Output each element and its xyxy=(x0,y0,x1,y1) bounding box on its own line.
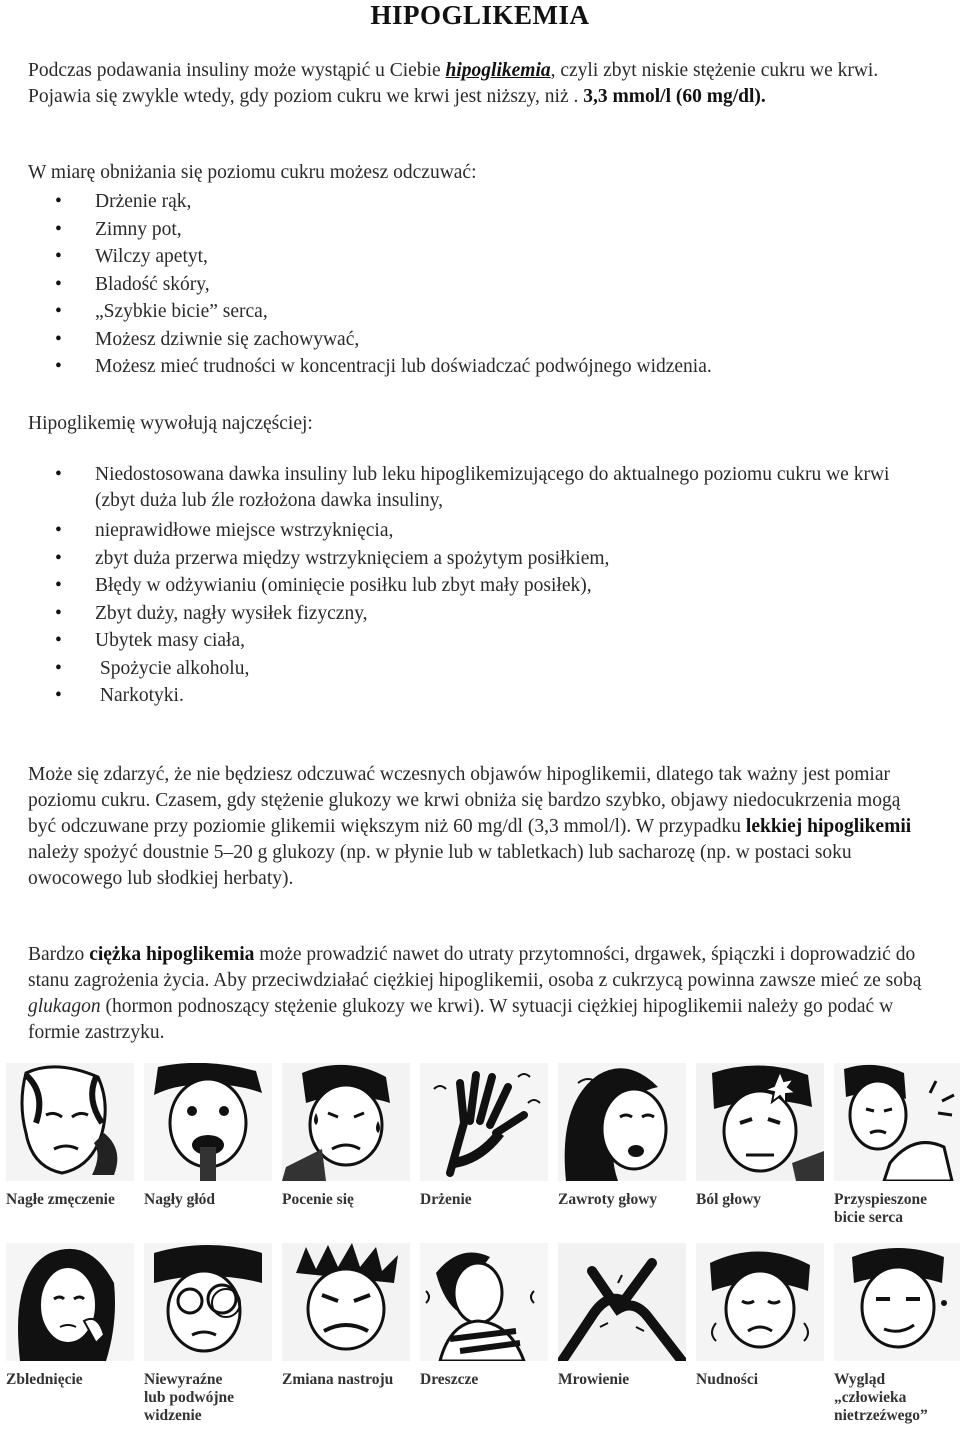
illustration-vision xyxy=(144,1243,272,1425)
shivering-icon xyxy=(420,1243,548,1361)
blurred-vision-icon xyxy=(144,1243,272,1361)
dizzy-face-icon xyxy=(558,1063,686,1181)
illustration-sweating xyxy=(282,1063,410,1209)
illustration-caption: Nagłe zmęczenie xyxy=(6,1191,115,1208)
hungry-face-icon xyxy=(144,1063,272,1181)
intro-paragraph xyxy=(28,58,933,110)
illustration-drunk xyxy=(834,1243,960,1425)
illustration-caption: Zawroty głowy xyxy=(558,1191,658,1208)
page-title: HIPOGLIKEMIA xyxy=(370,0,590,30)
illustration-caption: Pocenie się xyxy=(282,1191,354,1208)
illustration-trembling xyxy=(420,1063,548,1209)
illustration-tired xyxy=(6,1063,134,1209)
fast-heartbeat-icon xyxy=(834,1063,960,1181)
causes-lead: Hipoglikemię wywołują najczęściej: xyxy=(28,413,313,434)
list-item: • Zbyt duży, nagły wysiłek fizyczny, xyxy=(28,600,933,628)
illustration-caption: Zblednięcie xyxy=(6,1371,83,1388)
illustration-mood xyxy=(282,1243,410,1389)
mood-change-icon xyxy=(282,1243,410,1361)
trembling-hand-icon xyxy=(420,1063,548,1181)
paragraph-text: Może się zdarzyć, że nie będziesz odczuwać wczesnych objawów hipoglikemii, dlatego tak ważny jest pomiar poziomu cukru. Czasem, gdy stężenie glukozy we krwi obniża się bardzo szybko, objawy niedocukrzenia mogą być odczuwane przy poziomie glikemii większym niż 60 mg/dl (3,3 mmol/l). W przypadku xyxy=(28,764,901,837)
illustration-caption: Mrowienie xyxy=(558,1371,630,1388)
paragraph-text: może prowadzić nawet do utraty przytomności, drgawek, śpiączki i doprowadzić do stanu zagrożenia życia. Aby przeciwdziałać ciężkiej hipoglikemii, osoba z cukrzycą powinna zawsze mieć ze sobą xyxy=(28,944,922,991)
illustration-headache xyxy=(696,1063,824,1209)
list-item: • nieprawidłowe miejsce wstrzyknięcia, xyxy=(28,517,933,545)
illustration-shivering xyxy=(420,1243,548,1389)
illustration-caption: Nudności xyxy=(696,1371,759,1388)
illustration-caption: Przyspieszone bicie serca xyxy=(834,1191,927,1226)
illustration-tingling xyxy=(558,1243,686,1389)
illustration-caption: Niewyraźne lub podwójne widzenie xyxy=(144,1371,235,1424)
list-item: • Narkotyki. xyxy=(28,682,933,710)
illustration-heartbeat xyxy=(834,1063,960,1227)
list-item: • Niedostosowana dawka insuliny lub leku hipoglikemizującego do aktualnego poziomu cukru we krwi (zbyt duża lub źle rozłożona dawka insuliny, xyxy=(28,462,933,514)
illustration-pale xyxy=(6,1243,134,1389)
illustration-caption: Zmiana nastroju xyxy=(282,1371,394,1388)
list-item: • Możesz dziwnie się zachowywać, xyxy=(28,326,933,354)
list-item: • Spożycie alkoholu, xyxy=(28,655,933,683)
list-item: • Ubytek masy ciała, xyxy=(28,627,933,655)
symptoms-list xyxy=(28,188,933,381)
list-item: • Bladość skóry, xyxy=(28,271,933,299)
drunk-look-icon xyxy=(834,1243,960,1361)
symptoms-lead: W miarę obniżania się poziomu cukru możesz odczuwać: xyxy=(28,162,477,183)
illustration-dizzy xyxy=(558,1063,686,1209)
list-item: • „Szybkie bicie” serca, xyxy=(28,298,933,326)
symptom-illustrations xyxy=(6,1063,954,1435)
list-item: • Błędy w odżywianiu (ominięcie posiłku lub zbyt mały posiłek), xyxy=(28,572,933,600)
tingling-hands-icon xyxy=(558,1243,686,1361)
list-item: • Drżenie rąk, xyxy=(28,188,933,216)
tired-face-icon xyxy=(6,1063,134,1181)
mild-hypoglycemia-term: lekkiej hipoglikemii xyxy=(745,816,912,837)
illustration-nausea xyxy=(696,1243,824,1389)
severe-hypoglycemia-term: ciężka hipoglikemia xyxy=(89,944,255,965)
intro-text-before: Podczas podawania insuliny może wystąpić u Ciebie xyxy=(28,60,446,81)
glucagon-term: glukagon xyxy=(28,996,101,1017)
illustration-hungry xyxy=(144,1063,272,1209)
causes-list xyxy=(28,462,933,710)
illustration-caption: Dreszcze xyxy=(420,1371,479,1388)
illustration-caption: Drżenie xyxy=(420,1191,472,1208)
paragraph-text: (hormon podnoszący stężenie glukozy we krwi). W sytuacji ciężkiej hipoglikemii należy go podać w formie zastrzyku. xyxy=(28,996,894,1043)
mild-hypoglycemia-paragraph xyxy=(28,762,933,892)
list-item: • Zimny pot, xyxy=(28,216,933,244)
hypoglycemia-term: hipoglikemia xyxy=(445,60,551,81)
illustration-caption: Wygląd „człowieka nietrzeźwego” xyxy=(834,1371,928,1424)
illustration-caption: Nagły głód xyxy=(144,1191,216,1208)
illustration-caption: Ból głowy xyxy=(696,1191,762,1208)
intro-text-middle: , czyli zbyt niskie stężenie cukru we krwi. Pojawia się zwykle wtedy, gdy poziom cukru we krwi jest niższy, niż . xyxy=(28,60,879,107)
list-item: • zbyt duża przerwa między wstrzyknięciem a spożytym posiłkiem, xyxy=(28,545,933,573)
list-item: • Wilczy apetyt, xyxy=(28,243,933,271)
headache-face-icon xyxy=(696,1063,824,1181)
pale-face-icon xyxy=(6,1243,134,1361)
paragraph-text: należy spożyć doustnie 5–20 g glukozy (np. w płynie lub w tabletkach) lub sacharozę (np. w postaci soku owocowego lub słodkiej herbaty). xyxy=(28,842,852,889)
severe-hypoglycemia-paragraph xyxy=(28,942,933,1046)
nausea-face-icon xyxy=(696,1243,824,1361)
sweating-face-icon xyxy=(282,1063,410,1181)
list-item: • Możesz mieć trudności w koncentracji lub doświadczać podwójnego widzenia. xyxy=(28,353,933,381)
glucose-threshold: 3,3 mmol/l (60 mg/dl). xyxy=(583,86,766,107)
paragraph-text: Bardzo xyxy=(28,944,90,965)
